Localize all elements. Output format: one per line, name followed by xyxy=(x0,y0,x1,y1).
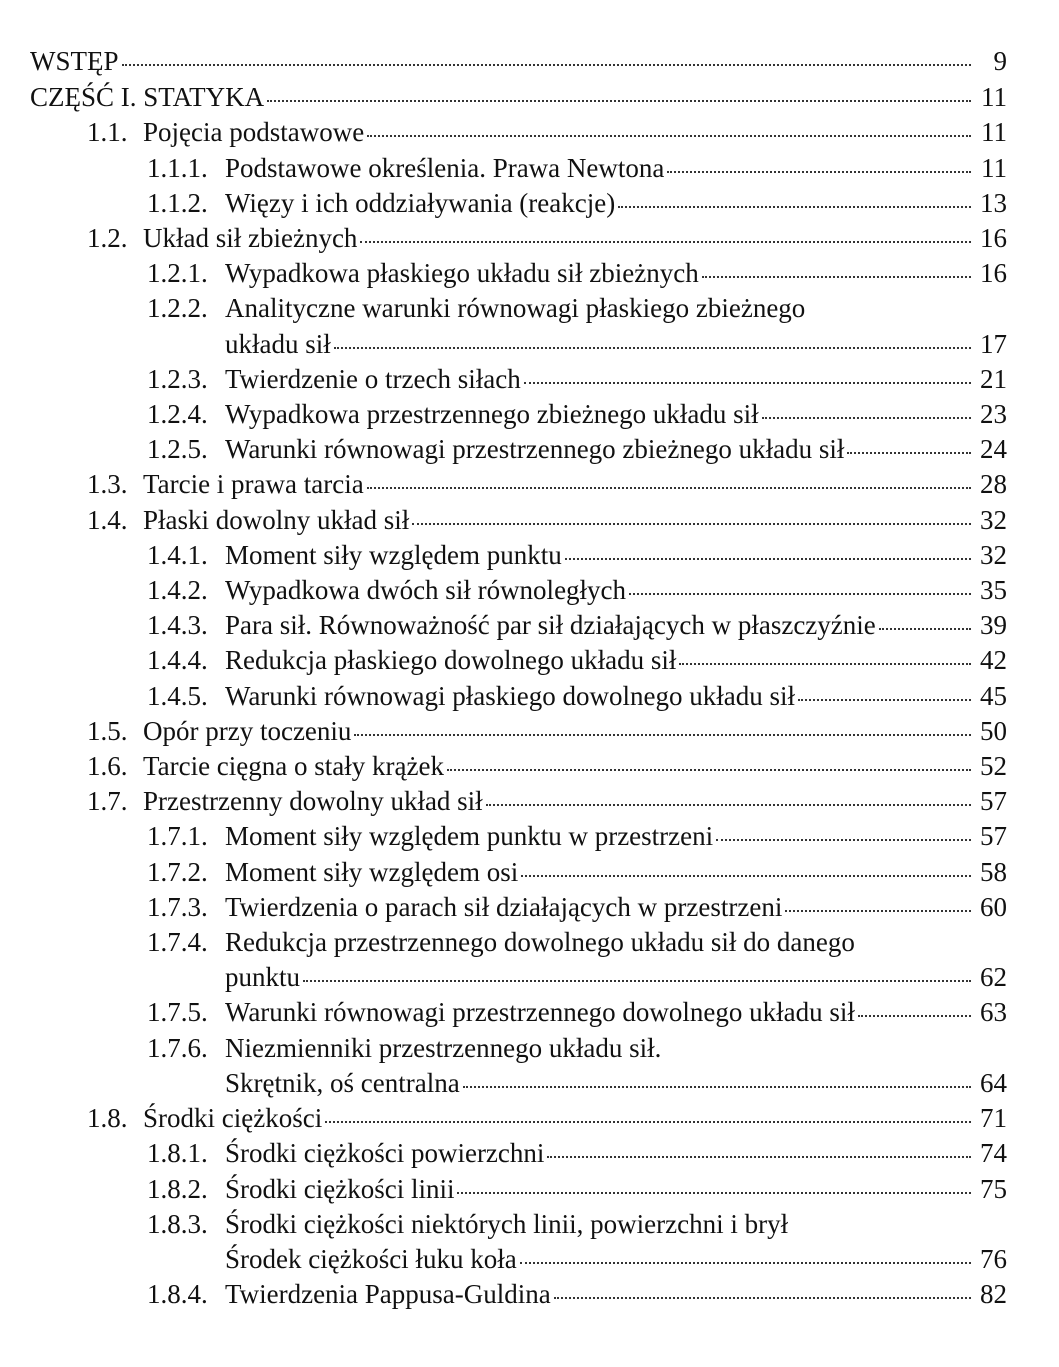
toc-entry-page-number: 21 xyxy=(980,363,1007,394)
toc-entry-page-number: 76 xyxy=(980,1243,1007,1274)
toc-entry-title: Niezmienniki przestrzennego układu sił. xyxy=(225,1032,662,1063)
toc-entry-page-number: 9 xyxy=(993,46,1007,76)
dot-leader xyxy=(334,347,971,349)
table-of-contents xyxy=(30,44,1007,1312)
toc-entry-page-number: 24 xyxy=(980,434,1007,465)
toc-entry-page-number: 32 xyxy=(980,504,1007,535)
toc-entry-number: 1.4.2. xyxy=(147,575,208,606)
toc-entry-page-number: 75 xyxy=(980,1173,1007,1204)
toc-entry-title: Warunki równowagi przestrzennego dowolnego układu sił xyxy=(225,997,855,1028)
toc-entry-title: Warunki równowagi przestrzennego zbieżnego układu sił xyxy=(225,434,845,465)
toc-entry-title: Środki ciężkości niektórych linii, powierzchni i brył xyxy=(225,1208,789,1239)
toc-entry-number: 1.2.1. xyxy=(147,258,208,289)
toc-entry-title: Pojęcia podstawowe xyxy=(143,117,365,148)
toc-entry-page-number: 17 xyxy=(980,328,1007,359)
toc-entry-number: 1.8.1. xyxy=(147,1138,208,1169)
toc-entry-title: Twierdzenia o parach sił działających w przestrzeni xyxy=(225,891,783,922)
toc-entry-title: Wypadkowa przestrzennego zbieżnego układu sił xyxy=(225,399,759,430)
toc-entry xyxy=(30,467,1007,502)
toc-entry xyxy=(30,80,1007,115)
dot-leader xyxy=(702,276,971,278)
toc-entry-title: Tarcie i prawa tarcia xyxy=(143,469,364,500)
toc-entry-number: 1.4.5. xyxy=(147,680,208,711)
toc-entry xyxy=(30,362,1007,397)
toc-entry xyxy=(30,1101,1007,1136)
toc-entry-number: 1.4.4. xyxy=(147,645,208,676)
dot-leader xyxy=(629,593,971,595)
toc-entry-page-number: 45 xyxy=(980,680,1007,711)
toc-entry xyxy=(30,44,1007,79)
toc-entry-page-number: 11 xyxy=(981,117,1007,148)
toc-entry xyxy=(30,784,1007,819)
toc-entry-number: 1.7. xyxy=(87,786,128,817)
toc-entry-title: Redukcja płaskiego dowolnego układu sił xyxy=(225,645,677,676)
toc-entry-page-number: 57 xyxy=(980,821,1007,852)
toc-entry-page-number: 62 xyxy=(980,962,1007,993)
dot-leader xyxy=(858,1015,971,1017)
toc-entry xyxy=(30,573,1007,608)
toc-entry xyxy=(30,538,1007,573)
toc-entry-page-number: 39 xyxy=(980,610,1007,641)
toc-entry-title: Twierdzenie o trzech siłach xyxy=(225,363,521,394)
toc-entry xyxy=(30,679,1007,714)
dot-leader xyxy=(547,1156,971,1158)
dot-leader xyxy=(762,417,971,419)
dot-leader xyxy=(798,699,971,701)
toc-entry-page-number: 52 xyxy=(980,751,1007,782)
toc-entry-title: Warunki równowagi płaskiego dowolnego układu sił xyxy=(225,680,795,711)
dot-leader xyxy=(520,1262,971,1264)
toc-entry-title: Moment siły względem punktu xyxy=(225,539,562,570)
dot-leader xyxy=(565,558,971,560)
toc-entry xyxy=(30,397,1007,432)
toc-entry-title: Twierdzenia Pappusa-Guldina xyxy=(225,1279,551,1310)
dot-leader xyxy=(879,628,971,630)
toc-entry-number: 1.8.3. xyxy=(147,1208,208,1239)
toc-entry-page-number: 71 xyxy=(980,1103,1007,1134)
dot-leader xyxy=(618,206,971,208)
dot-leader xyxy=(457,1192,971,1194)
toc-entry-number: 1.2.3. xyxy=(147,363,208,394)
toc-entry-number: 1.7.4. xyxy=(147,927,208,958)
toc-entry-title: Opór przy toczeniu xyxy=(143,715,352,746)
toc-entry-number: 1.7.5. xyxy=(147,997,208,1028)
dot-leader xyxy=(412,523,971,525)
dot-leader xyxy=(354,734,971,736)
toc-entry-title-continuation: Skrętnik, oś centralna xyxy=(225,1067,460,1098)
toc-entry xyxy=(30,608,1007,643)
toc-entry-number: 1.1.1. xyxy=(147,152,208,183)
dot-leader xyxy=(122,64,971,66)
toc-entry-number: 1.7.3. xyxy=(147,891,208,922)
dot-leader xyxy=(847,452,971,454)
toc-entry-number: 1.1. xyxy=(87,117,128,148)
dot-leader xyxy=(785,910,971,912)
toc-entry xyxy=(30,855,1007,890)
toc-entry-page-number: 64 xyxy=(980,1067,1007,1098)
toc-entry-page-number: 16 xyxy=(980,223,1007,254)
dot-leader xyxy=(667,171,971,173)
toc-entry-page-number: 11 xyxy=(981,82,1007,113)
toc-entry xyxy=(30,890,1007,925)
toc-entry-title: Więzy i ich oddziaływania (reakcje) xyxy=(225,187,616,218)
toc-entry xyxy=(30,749,1007,784)
toc-entry-page-number: 13 xyxy=(980,187,1007,218)
toc-entry-title: Para sił. Równoważność par sił działających w płaszczyźnie xyxy=(225,610,876,641)
toc-entry-page-number: 35 xyxy=(980,575,1007,606)
toc-entry-page-number: 11 xyxy=(981,152,1007,183)
toc-entry-title: Środki ciężkości linii xyxy=(225,1173,455,1204)
toc-entry-number: 1.2.2. xyxy=(147,293,208,324)
dot-leader xyxy=(447,769,971,771)
toc-entry xyxy=(30,925,1007,995)
toc-entry xyxy=(30,714,1007,749)
toc-entry-page-number: 42 xyxy=(980,645,1007,676)
toc-entry-title: Środki ciężkości powierzchni xyxy=(225,1138,545,1169)
toc-entry-page-number: 28 xyxy=(980,469,1007,500)
toc-entry-page-number: 16 xyxy=(980,258,1007,289)
toc-entry-title: Wypadkowa płaskiego układu sił zbieżnych xyxy=(225,258,699,289)
toc-entry-title: Moment siły względem osi xyxy=(225,856,519,887)
toc-entry-page-number: 23 xyxy=(980,399,1007,430)
toc-entry-title: WSTĘP xyxy=(30,46,119,76)
toc-entry-number: 1.6. xyxy=(87,751,128,782)
toc-entry-number: 1.8.2. xyxy=(147,1173,208,1204)
toc-entry xyxy=(30,819,1007,854)
toc-entry xyxy=(30,995,1007,1030)
toc-entry-number: 1.4.1. xyxy=(147,539,208,570)
toc-entry-page-number: 74 xyxy=(980,1138,1007,1169)
dot-leader xyxy=(521,875,971,877)
toc-entry xyxy=(30,432,1007,467)
toc-entry-title: CZĘŚĆ I. STATYKA xyxy=(30,82,265,113)
toc-entry-title: Przestrzenny dowolny układ sił xyxy=(143,786,483,817)
toc-entry-title: Wypadkowa dwóch sił równoległych xyxy=(225,575,627,606)
dot-leader xyxy=(360,241,971,243)
toc-entry-title: Moment siły względem punktu w przestrzeni xyxy=(225,821,714,852)
toc-entry-number: 1.5. xyxy=(87,715,128,746)
toc-entry-number: 1.7.1. xyxy=(147,821,208,852)
toc-entry-number: 1.4. xyxy=(87,504,128,535)
toc-entry-number: 1.4.3. xyxy=(147,610,208,641)
toc-entry xyxy=(30,186,1007,221)
toc-entry-number: 1.2.5. xyxy=(147,434,208,465)
toc-entry-title-continuation: punktu xyxy=(225,962,301,993)
toc-entry xyxy=(30,503,1007,538)
toc-entry-page-number: 57 xyxy=(980,786,1007,817)
dot-leader xyxy=(303,980,971,982)
toc-entry xyxy=(30,1136,1007,1171)
toc-entry xyxy=(30,151,1007,186)
toc-entry-page-number: 58 xyxy=(980,856,1007,887)
toc-entry-title: Podstawowe określenia. Prawa Newtona xyxy=(225,152,665,183)
toc-entry-page-number: 32 xyxy=(980,539,1007,570)
toc-entry-page-number: 82 xyxy=(980,1279,1007,1310)
toc-entry-number: 1.8. xyxy=(87,1103,128,1134)
toc-entry-title: Tarcie cięgna o stały krążek xyxy=(143,751,444,782)
toc-entry-title: Układ sił zbieżnych xyxy=(143,223,358,254)
toc-entry xyxy=(30,1172,1007,1207)
toc-entry-title: Redukcja przestrzennego dowolnego układu sił do danego xyxy=(225,927,855,958)
dot-leader xyxy=(325,1121,971,1123)
toc-entry-number: 1.1.2. xyxy=(147,187,208,218)
toc-entry-title: Środki ciężkości xyxy=(143,1103,323,1134)
toc-entry xyxy=(30,643,1007,678)
toc-entry-number: 1.7.2. xyxy=(147,856,208,887)
toc-entry-number: 1.8.4. xyxy=(147,1279,208,1310)
toc-entry-page-number: 63 xyxy=(980,997,1007,1028)
dot-leader xyxy=(486,804,971,806)
toc-entry xyxy=(30,1031,1007,1101)
toc-entry xyxy=(30,256,1007,291)
dot-leader xyxy=(463,1086,971,1088)
toc-entry xyxy=(30,221,1007,256)
toc-entry-number: 1.2. xyxy=(87,223,128,254)
dot-leader xyxy=(267,100,971,102)
dot-leader xyxy=(716,839,971,841)
toc-entry xyxy=(30,291,1007,361)
toc-entry-title: Analityczne warunki równowagi płaskiego zbieżnego xyxy=(225,293,806,324)
toc-entry xyxy=(30,1207,1007,1277)
toc-entry-title-continuation: układu sił xyxy=(225,328,331,359)
toc-entry xyxy=(30,115,1007,150)
dot-leader xyxy=(679,663,971,665)
dot-leader xyxy=(524,382,971,384)
dot-leader xyxy=(367,135,971,137)
toc-entry-page-number: 60 xyxy=(980,891,1007,922)
dot-leader xyxy=(554,1297,971,1299)
toc-entry xyxy=(30,1277,1007,1312)
toc-entry-number: 1.3. xyxy=(87,469,128,500)
toc-entry-number: 1.2.4. xyxy=(147,399,208,430)
toc-entry-title-continuation: Środek ciężkości łuku koła xyxy=(225,1243,517,1274)
toc-entry-number: 1.7.6. xyxy=(147,1032,208,1063)
dot-leader xyxy=(367,487,971,489)
toc-entry-title: Płaski dowolny układ sił xyxy=(143,504,410,535)
toc-entry-page-number: 50 xyxy=(980,715,1007,746)
